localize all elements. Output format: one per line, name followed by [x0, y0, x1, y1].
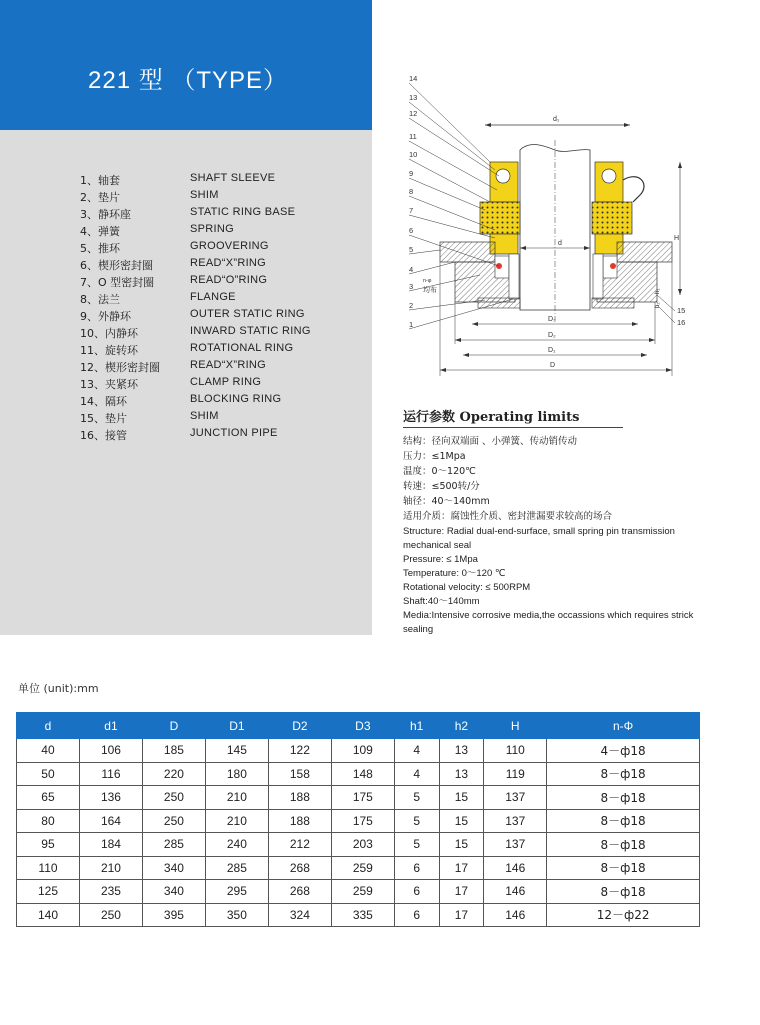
part-en: JUNCTION PIPE [190, 427, 278, 439]
dimension-table [16, 712, 700, 927]
op-en-structure: Structure: Radial dual-end-surface, small spring pin transmission [403, 526, 675, 537]
cell: 95 [17, 833, 80, 857]
cell: 268 [268, 856, 331, 880]
cell: 164 [79, 809, 142, 833]
cell: 119 [484, 762, 547, 786]
part-cn: 4、弹簧 [80, 225, 120, 238]
part-item [0, 427, 372, 444]
cell: 175 [331, 809, 394, 833]
operating-limits-title: 运行参数 Operating limits [403, 410, 580, 425]
cell: 210 [79, 856, 142, 880]
col-D2: D2 [268, 713, 331, 739]
part-cn: 6、楔形密封圈 [80, 259, 153, 272]
part-item [0, 240, 372, 257]
part-en: FLANGE [190, 291, 236, 303]
cell: 4 [394, 739, 439, 763]
cell: 250 [142, 786, 205, 810]
cell: 285 [205, 856, 268, 880]
col-h1: h1 [394, 713, 439, 739]
cell: 8－ф18 [547, 833, 700, 857]
part-en: STATIC RING BASE [190, 206, 296, 218]
cell: 137 [484, 833, 547, 857]
cell: 13 [439, 762, 484, 786]
cell: 125 [17, 880, 80, 904]
cell: 110 [484, 739, 547, 763]
part-item [0, 206, 372, 223]
cell: 17 [439, 880, 484, 904]
dim-D3-label: D₃ [548, 316, 556, 323]
cell: 17 [439, 903, 484, 927]
cell: 395 [142, 903, 205, 927]
col-d: d [17, 713, 80, 739]
cell: 212 [268, 833, 331, 857]
cell: 259 [331, 856, 394, 880]
table-row [17, 833, 700, 857]
callout-5: 5 [409, 245, 414, 254]
callout-3: 3 [409, 282, 414, 291]
callout-7: 7 [409, 206, 414, 215]
part-item [0, 410, 372, 427]
part-cn: 12、楔形密封圈 [80, 361, 160, 374]
col-n-phi: n-Φ [547, 713, 700, 739]
part-en: ROTATIONAL RING [190, 342, 294, 354]
cell: 324 [268, 903, 331, 927]
cell: 259 [331, 880, 394, 904]
cell: 145 [205, 739, 268, 763]
table-header-row [17, 713, 700, 739]
op-en-structure-cont: mechanical seal [403, 540, 472, 551]
cell: 8－ф18 [547, 762, 700, 786]
op-cn-pressure: 压力：≤1Mpa [403, 451, 466, 462]
cell: 6 [394, 880, 439, 904]
op-en-shaft: Shaft:40～140mm [403, 596, 480, 607]
cell: 240 [205, 833, 268, 857]
cell: 146 [484, 880, 547, 904]
table-row [17, 786, 700, 810]
part-cn: 2、垫片 [80, 191, 120, 204]
cell: 285 [142, 833, 205, 857]
dim-d1-label: d₁ [553, 116, 560, 123]
col-h2: h2 [439, 713, 484, 739]
cell: 210 [205, 809, 268, 833]
op-en-velocity: Rotational velocity: ≤ 500RPM [403, 582, 531, 593]
part-en: GROOVERING [190, 240, 269, 252]
cell: 335 [331, 903, 394, 927]
op-cn-shaft: 轴径：40～140mm [403, 496, 490, 507]
part-cn: 15、垫片 [80, 412, 127, 425]
cell: 137 [484, 786, 547, 810]
part-item [0, 393, 372, 410]
col-D3: D3 [331, 713, 394, 739]
cell: 340 [142, 856, 205, 880]
part-item [0, 257, 372, 274]
part-en: READ“X”RING [190, 257, 267, 269]
part-item [0, 291, 372, 308]
cell: 4－ф18 [547, 739, 700, 763]
part-en: READ“X”RING [190, 359, 267, 371]
part-cn: 14、隔环 [80, 395, 127, 408]
dim-D-label: D [550, 362, 556, 369]
cell: 110 [17, 856, 80, 880]
callout-4: 4 [409, 265, 414, 274]
part-en: INWARD STATIC RING [190, 325, 311, 337]
cell: 15 [439, 833, 484, 857]
callout-14: 14 [409, 74, 418, 83]
cell: 15 [439, 786, 484, 810]
cloth-label: 均布 [423, 286, 437, 294]
part-en: SHIM [190, 410, 219, 422]
cell: 140 [17, 903, 80, 927]
cell: 148 [331, 762, 394, 786]
part-en: CLAMP RING [190, 376, 262, 388]
cell: 109 [331, 739, 394, 763]
cell: 350 [205, 903, 268, 927]
dim-d-label: d [558, 240, 562, 247]
cell: 137 [484, 809, 547, 833]
cell: 50 [17, 762, 80, 786]
dim-h2-label: h₂ [655, 302, 661, 308]
cell: 235 [79, 880, 142, 904]
table-row [17, 739, 700, 763]
op-cn-media: 适用介质：腐蚀性介质、密封泄漏要求较高的场合 [403, 511, 613, 522]
cell: 5 [394, 833, 439, 857]
callout-11: 11 [409, 132, 417, 141]
part-item [0, 359, 372, 376]
cell: 340 [142, 880, 205, 904]
part-cn: 8、法兰 [80, 293, 120, 306]
page-title: 221 型 （TYPE） [88, 67, 289, 94]
col-H: H [484, 713, 547, 739]
part-en: SHIM [190, 189, 219, 201]
part-cn: 16、接管 [80, 429, 127, 442]
part-item [0, 342, 372, 359]
cell: 40 [17, 739, 80, 763]
cell: 116 [79, 762, 142, 786]
part-en: SHAFT SLEEVE [190, 172, 276, 184]
op-en-media-cont: sealing [403, 624, 434, 635]
cell: 175 [331, 786, 394, 810]
callout-1: 1 [409, 320, 414, 329]
cell: 295 [205, 880, 268, 904]
cell: 185 [142, 739, 205, 763]
cell: 122 [268, 739, 331, 763]
table-row [17, 903, 700, 927]
cell: 188 [268, 786, 331, 810]
part-item [0, 325, 372, 342]
operating-limits-divider [403, 427, 623, 428]
part-item [0, 189, 372, 206]
callout-8: 8 [409, 187, 414, 196]
part-item [0, 376, 372, 393]
col-D1: D1 [205, 713, 268, 739]
callout-10: 10 [409, 150, 418, 159]
n-phi-label: n-φ [423, 278, 432, 284]
cell: 8－ф18 [547, 856, 700, 880]
callout-15: 15 [677, 306, 686, 315]
part-cn: 7、O 型密封圈 [80, 276, 155, 289]
part-item [0, 274, 372, 291]
table-row [17, 809, 700, 833]
cell: 250 [142, 809, 205, 833]
cell: 106 [79, 739, 142, 763]
cell: 188 [268, 809, 331, 833]
part-item [0, 172, 372, 189]
op-cn-structure: 结构：径向双端面 、小弹簧、传动销传动 [403, 436, 578, 447]
table-row [17, 856, 700, 880]
cell: 12－ф22 [547, 903, 700, 927]
part-cn: 5、推环 [80, 242, 120, 255]
dim-D1-label: D₁ [548, 347, 556, 354]
cell: 8－ф18 [547, 880, 700, 904]
cell: 15 [439, 809, 484, 833]
cell: 184 [79, 833, 142, 857]
cell: 5 [394, 809, 439, 833]
part-item [0, 308, 372, 325]
cell: 4 [394, 762, 439, 786]
cell: 6 [394, 903, 439, 927]
part-cn: 9、外静环 [80, 310, 131, 323]
callout-13: 13 [409, 93, 418, 102]
op-en-media: Media:Intensive corrosive media,the occassions which requires strick [403, 610, 694, 621]
cell: 220 [142, 762, 205, 786]
unit-label: 单位 (unit):mm [18, 682, 99, 695]
part-en: SPRING [190, 223, 234, 235]
op-cn-speed: 转速：≤500转/分 [403, 481, 480, 492]
cell: 5 [394, 786, 439, 810]
cell: 8－ф18 [547, 809, 700, 833]
callout-9: 9 [409, 169, 414, 178]
part-cn: 1、轴套 [80, 174, 120, 187]
callout-6: 6 [409, 226, 414, 235]
cell: 13 [439, 739, 484, 763]
cell: 65 [17, 786, 80, 810]
part-cn: 13、夹紧环 [80, 378, 138, 391]
dim-D2-label: D₂ [548, 332, 556, 339]
dim-H-label: H [674, 235, 680, 242]
cell: 80 [17, 809, 80, 833]
callout-16: 16 [677, 318, 686, 327]
op-en-pressure: Pressure: ≤ 1Mpa [403, 554, 478, 565]
col-D: D [142, 713, 205, 739]
cell: 180 [205, 762, 268, 786]
cell: 146 [484, 903, 547, 927]
seal-cross-section-drawing [395, 70, 705, 390]
cell: 158 [268, 762, 331, 786]
cell: 6 [394, 856, 439, 880]
part-cn: 10、内静环 [80, 327, 138, 340]
part-cn: 11、旋转环 [80, 344, 138, 357]
cell: 146 [484, 856, 547, 880]
op-en-temperature: Temperature: 0～120 ℃ [403, 568, 506, 579]
cell: 203 [331, 833, 394, 857]
part-en: OUTER STATIC RING [190, 308, 305, 320]
callout-12: 12 [409, 109, 418, 118]
op-cn-temperature: 温度：0～120℃ [403, 466, 476, 477]
cell: 210 [205, 786, 268, 810]
cell: 250 [79, 903, 142, 927]
cell: 8－ф18 [547, 786, 700, 810]
col-d1: d1 [79, 713, 142, 739]
part-cn: 3、静环座 [80, 208, 131, 221]
table-row [17, 762, 700, 786]
part-item [0, 223, 372, 240]
dim-h1-label: h₁ [655, 288, 661, 294]
cell: 136 [79, 786, 142, 810]
part-en: BLOCKING RING [190, 393, 282, 405]
callout-2: 2 [409, 301, 414, 310]
table-row [17, 880, 700, 904]
cell: 17 [439, 856, 484, 880]
cell: 268 [268, 880, 331, 904]
part-en: READ“O”RING [190, 274, 268, 286]
